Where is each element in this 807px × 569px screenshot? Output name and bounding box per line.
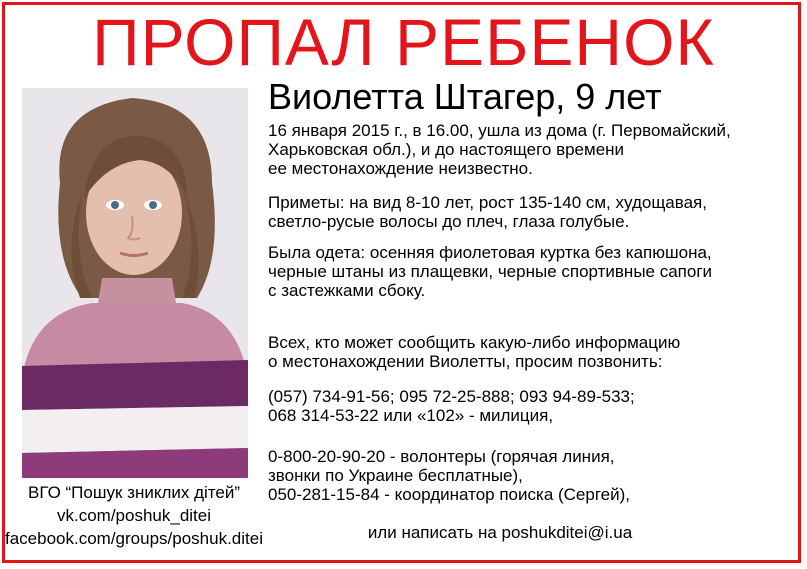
appearance-description: Приметы: на вид 8-10 лет, рост 135-140 см, худощавая, светло-русые волосы до плеч, глаза голубые. [268,193,707,231]
clothing-description: Была одета: осенняя фиолетовая куртка без капюшона, черные штаны из плащевки, черные спортивные сапоги с застежками сбоку. [268,243,713,300]
child-photo [22,88,248,478]
facebook-link[interactable]: facebook.com/groups/poshuk.ditei [5,529,263,548]
phone-numbers: (057) 734-91-56; 095 72-25-888; 093 94-89-533; 068 314-53-22 или «102» - милиция, [268,387,635,425]
child-name-age: Виолетта Штагер, 9 лет [268,76,662,117]
vk-link[interactable]: vk.com/poshuk_ditei [56,506,212,525]
disappearance-details: 16 января 2015 г., в 16.00, ушла из дома (г. Первомайский, Харьковская обл.), и до настоящего времени ее местонахождение неизвестно. [268,121,731,178]
email-contact: или написать на poshukditei@i.ua [367,523,633,542]
organization-name: ВГО “Пошук зниклих дітей” [27,483,241,502]
contact-appeal: Всех, кто может сообщить какую-либо информацию о местонахождении Виолетты, просим позвонить: [268,333,681,371]
poster-headline: ПРОПАЛ РЕБЕНОК [92,5,715,79]
hotline-coordinator: 0-800-20-90-20 - волонтеры (горячая линия, звонки по Украине бесплатные), 050-281-15-84 - координатор поиска (Сергей), [268,447,631,504]
organization-credits [0,481,268,550]
